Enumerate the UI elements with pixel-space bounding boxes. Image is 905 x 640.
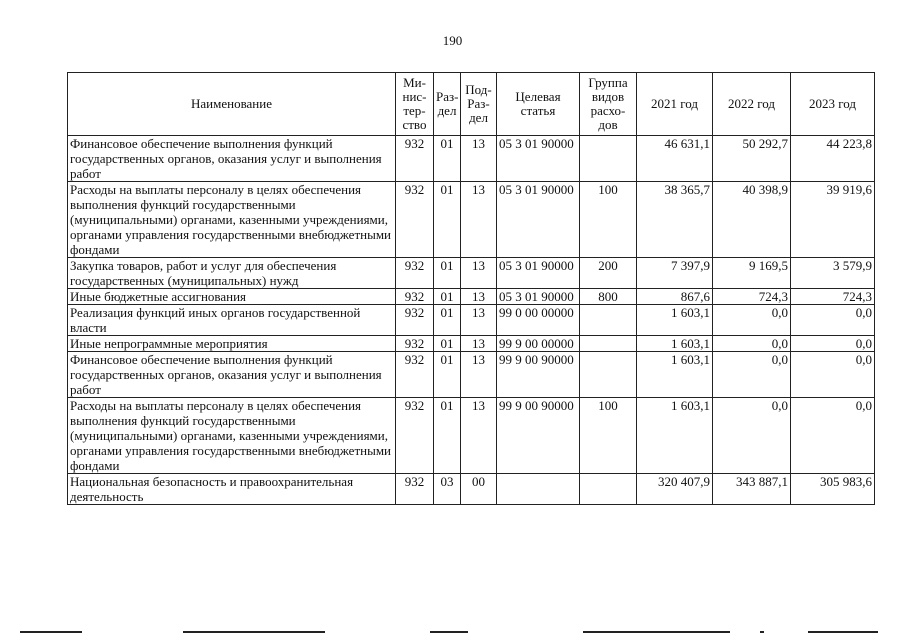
header-2023: 2023 год: [791, 73, 875, 136]
header-expense-group: Группа видов расхо- дов: [580, 73, 637, 136]
cell-subsection: 13: [461, 289, 497, 305]
cell-group: 200: [580, 258, 637, 289]
cell-group: [580, 336, 637, 352]
cell-section: 01: [434, 136, 461, 182]
cell-target: 05 3 01 90000: [497, 289, 580, 305]
cell-y2021: 320 407,9: [637, 474, 713, 505]
cell-ministry: 932: [396, 305, 434, 336]
cell-ministry: 932: [396, 182, 434, 258]
cell-section: 01: [434, 352, 461, 398]
cell-name: Реализация функций иных органов государственной власти: [68, 305, 396, 336]
table-row: [68, 258, 875, 289]
cell-ministry: 932: [396, 289, 434, 305]
page-number: 190: [442, 33, 463, 48]
cell-target: 99 0 00 00000: [497, 305, 580, 336]
cell-section: 01: [434, 258, 461, 289]
cell-y2022: 9 169,5: [713, 258, 791, 289]
cell-group: 800: [580, 289, 637, 305]
cell-subsection: 13: [461, 305, 497, 336]
cell-group: [580, 352, 637, 398]
table-header-row: [68, 73, 875, 136]
cell-y2023: 724,3: [791, 289, 875, 305]
table-row: [68, 305, 875, 336]
cell-y2023: 0,0: [791, 398, 875, 474]
cell-name: Закупка товаров, работ и услуг для обеспечения государственных (муниципальных) нужд: [68, 258, 396, 289]
budget-table: [67, 72, 875, 505]
cell-y2021: 1 603,1: [637, 336, 713, 352]
cell-subsection: 00: [461, 474, 497, 505]
cell-y2021: 38 365,7: [637, 182, 713, 258]
cell-y2021: 867,6: [637, 289, 713, 305]
cell-target: 05 3 01 90000: [497, 182, 580, 258]
cell-target: 99 9 00 00000: [497, 336, 580, 352]
cell-ministry: 932: [396, 398, 434, 474]
cell-y2021: 46 631,1: [637, 136, 713, 182]
cell-name: Иные непрограммные мероприятия: [68, 336, 396, 352]
header-ministry: Ми- нис- тер- ство: [396, 73, 434, 136]
cell-group: 100: [580, 398, 637, 474]
cell-subsection: 13: [461, 136, 497, 182]
cell-ministry: 932: [396, 336, 434, 352]
page-footer-rules: [0, 631, 905, 635]
cell-y2023: 0,0: [791, 336, 875, 352]
cell-y2023: 3 579,9: [791, 258, 875, 289]
header-section: Раз- дел: [434, 73, 461, 136]
table-row: [68, 352, 875, 398]
cell-name: Расходы на выплаты персоналу в целях обеспечения выполнения функций государственными (муниципальными) органами, казенными учреждениями, органами управления государственными внебюджетными фондами: [68, 398, 396, 474]
cell-subsection: 13: [461, 398, 497, 474]
cell-y2022: 0,0: [713, 398, 791, 474]
cell-name: Расходы на выплаты персоналу в целях обеспечения выполнения функций государственными (муниципальными) органами, казенными учреждениями, органами управления государственными внебюджетными фондами: [68, 182, 396, 258]
header-subsection: Под- Раз- дел: [461, 73, 497, 136]
cell-group: [580, 305, 637, 336]
cell-y2021: 1 603,1: [637, 398, 713, 474]
cell-y2021: 1 603,1: [637, 305, 713, 336]
cell-ministry: 932: [396, 258, 434, 289]
table-body: [68, 136, 875, 505]
cell-y2023: 39 919,6: [791, 182, 875, 258]
cell-section: 01: [434, 182, 461, 258]
cell-y2022: 50 292,7: [713, 136, 791, 182]
cell-subsection: 13: [461, 258, 497, 289]
table-row: [68, 136, 875, 182]
cell-group: 100: [580, 182, 637, 258]
cell-target: 05 3 01 90000: [497, 258, 580, 289]
cell-name: Финансовое обеспечение выполнения функций государственных органов, оказания услуг и выполнения работ: [68, 352, 396, 398]
cell-target: 05 3 01 90000: [497, 136, 580, 182]
cell-y2022: 0,0: [713, 305, 791, 336]
cell-ministry: 932: [396, 352, 434, 398]
table-row: [68, 182, 875, 258]
cell-y2023: 0,0: [791, 305, 875, 336]
header-target: Целевая статья: [497, 73, 580, 136]
cell-ministry: 932: [396, 136, 434, 182]
cell-group: [580, 474, 637, 505]
header-2022: 2022 год: [713, 73, 791, 136]
cell-y2022: 724,3: [713, 289, 791, 305]
cell-subsection: 13: [461, 336, 497, 352]
cell-subsection: 13: [461, 182, 497, 258]
table-row: [68, 289, 875, 305]
cell-section: 01: [434, 289, 461, 305]
cell-ministry: 932: [396, 474, 434, 505]
cell-y2022: 40 398,9: [713, 182, 791, 258]
header-name: Наименование: [68, 73, 396, 136]
cell-section: 01: [434, 336, 461, 352]
cell-target: [497, 474, 580, 505]
cell-group: [580, 136, 637, 182]
cell-subsection: 13: [461, 352, 497, 398]
cell-section: 01: [434, 305, 461, 336]
table-row: [68, 398, 875, 474]
cell-target: 99 9 00 90000: [497, 352, 580, 398]
cell-y2023: 44 223,8: [791, 136, 875, 182]
cell-y2023: 305 983,6: [791, 474, 875, 505]
cell-y2021: 7 397,9: [637, 258, 713, 289]
cell-name: Национальная безопасность и правоохранительная деятельность: [68, 474, 396, 505]
cell-section: 03: [434, 474, 461, 505]
cell-y2022: 0,0: [713, 352, 791, 398]
header-2021: 2021 год: [637, 73, 713, 136]
table-row: [68, 474, 875, 505]
table-row: [68, 336, 875, 352]
cell-y2021: 1 603,1: [637, 352, 713, 398]
cell-y2023: 0,0: [791, 352, 875, 398]
cell-y2022: 0,0: [713, 336, 791, 352]
cell-name: Финансовое обеспечение выполнения функций государственных органов, оказания услуг и выполнения работ: [68, 136, 396, 182]
cell-y2022: 343 887,1: [713, 474, 791, 505]
cell-section: 01: [434, 398, 461, 474]
cell-name: Иные бюджетные ассигнования: [68, 289, 396, 305]
cell-target: 99 9 00 90000: [497, 398, 580, 474]
